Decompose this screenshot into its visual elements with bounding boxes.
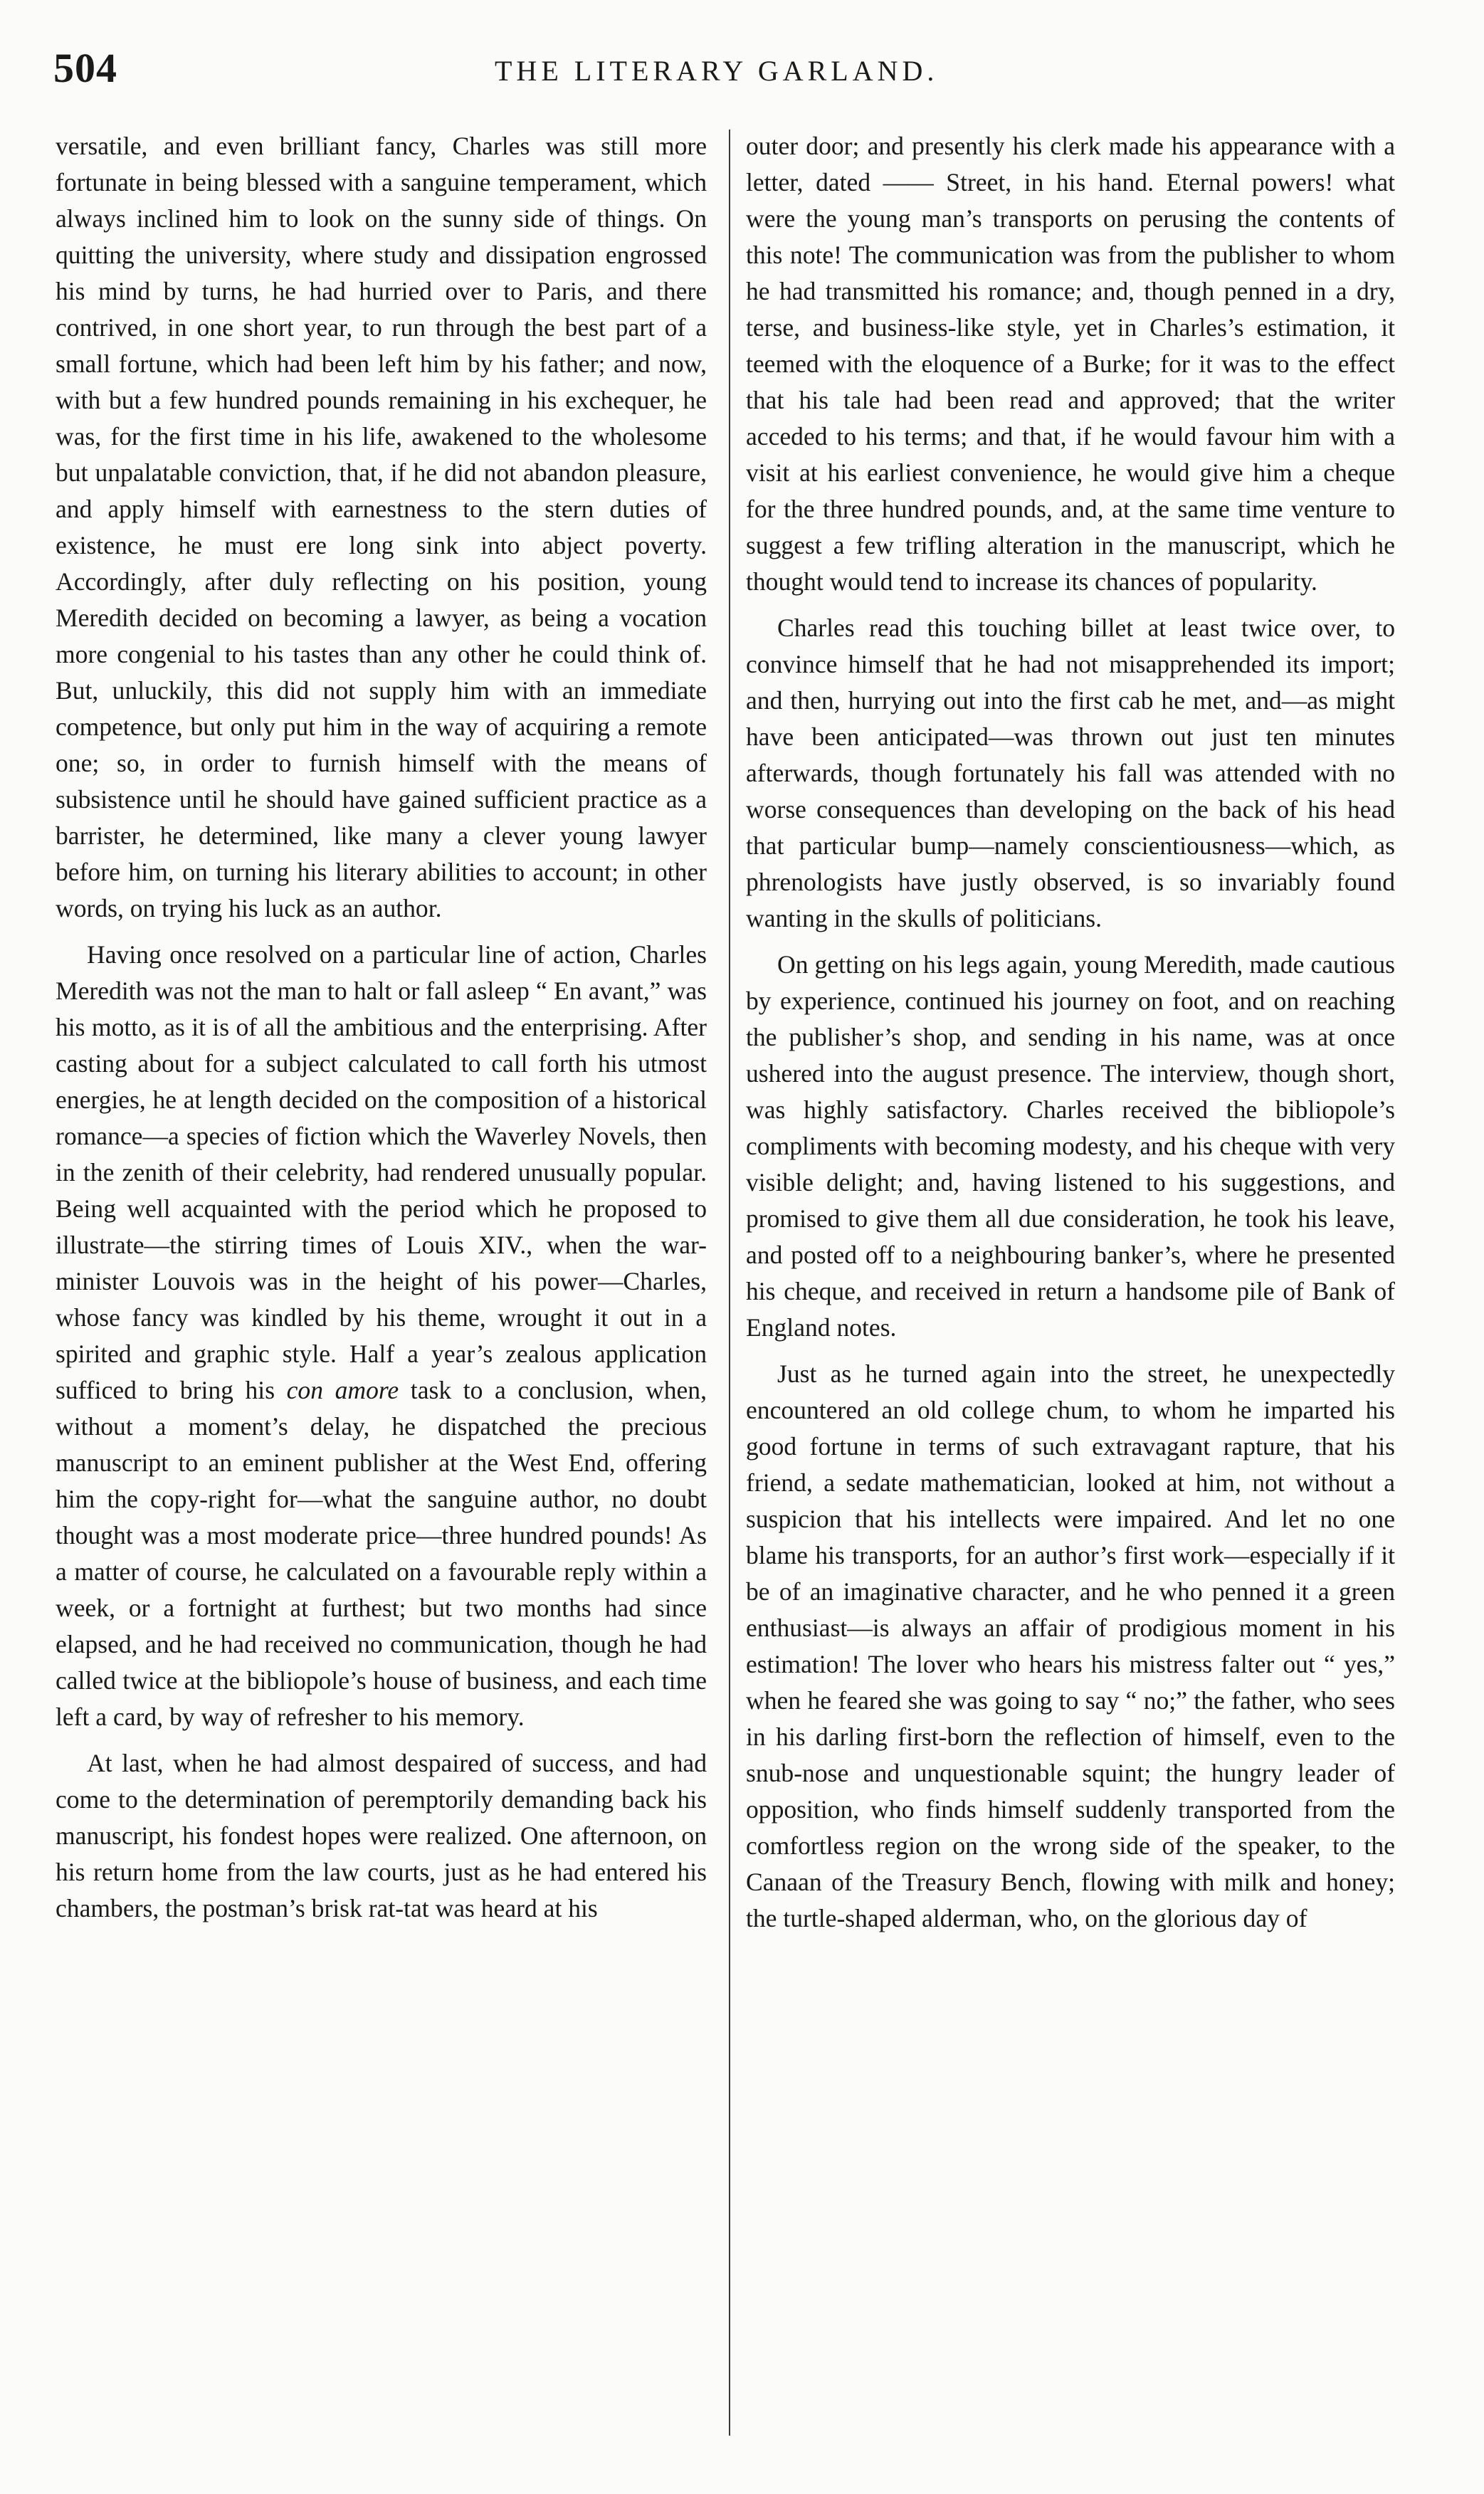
right-paragraph-3: On getting on his legs again, young Meredith, made cautious by experience, continued his journey on foot, and on reaching the publisher’s shop, and sending in his name, was at once ushered into the august presence. The interview, though short, was highly satisfactory. Charles received the bibliopole’s compliments with becoming modesty, and his cheque with very visible delight; and, having listened to his suggestions, and promised to give them all due consideration, he took his leave, and posted off to a neighbouring banker’s, where he presented his cheque, and received in return a handsome pile of Bank of England notes. (746, 950, 1395, 1342)
page-number: 504 (53, 45, 117, 91)
column-divider (729, 130, 730, 2436)
left-column (56, 128, 707, 2434)
right-paragraph-2: Charles read this touching billet at least twice over, to convince himself that he had not misapprehended its import; and then, hurrying out into the first cab he met, and—as might have been anticipated—was thrown out just ten minutes afterwards, though fortunately his fall was attended with no worse consequences than developing on the back of his head that particular bump—namely conscientiousness—which, as phrenologists have justly observed, is so invariably found wanting in the skulls of politicians. (746, 614, 1395, 932)
left-paragraph-3: At last, when he had almost despaired of success, and had come to the determination of peremptorily demanding back his manuscript, his fondest hopes were realized. One afternoon, on his return home from the law courts, just as he had entered his chambers, the postman’s brisk rat-tat was heard at his (56, 1749, 707, 1922)
italic-phrase: con amore (286, 1376, 399, 1404)
left-paragraph-2-part-a: Having once resolved on a particular line of action, Charles Meredith was not the man to halt or fall asleep “ En avant,” was his motto, as it is of all the ambitious and the enterprising. After casting about for a subject calculated to call forth his utmost energies, he at length decided on the composition of a historical romance—a species of fiction which the Waverley Novels, then in the zenith of their celebrity, had rendered unusually popular. Being well acquainted with the period which he proposed to illustrate—the stirring times of Louis XIV., when the war-minister Louvois was in the height of his power—Charles, whose fancy was kindled by his theme, wrought it out in a spirited and graphic style. Half a year’s zealous application sufficed to bring his (56, 940, 707, 1404)
right-paragraph-4: Just as he turned again into the street, he unexpectedly encountered an old college chum, to whom he imparted his good fortune in terms of such extravagant rapture, that his friend, a sedate mathematician, looked at him, not without a suspicion that his intellects were impaired. And let no one blame his transports, for an author’s first work—especially if it be of an imaginative character, and he who penned it a green enthusiast—is always an affair of prodigious moment in his estimation! The lover who hears his mistress falter out “ yes,” when he feared she was going to say “ no;” the father, who sees in his darling first-born the reflection of himself, even to the snub-nose and unquestionable squint; the hungry leader of opposition, who finds himself suddenly transported from the comfortless region on the wrong side of the speaker, to the Canaan of the Treasury Bench, flowing with milk and honey; the turtle-shaped alderman, who, on the glorious day of (746, 1359, 1395, 1932)
right-column (746, 128, 1395, 2434)
left-paragraph-1: versatile, and even brilliant fancy, Charles was still more fortunate in being blessed with a sanguine temperament, which always inclined him to look on the sunny side of things. On quitting the university, where study and dissipation engrossed his mind by turns, he had hurried over to Paris, and there contrived, in one short year, to run through the best part of a small fortune, which had been left him by his father; and now, with but a few hundred pounds remaining in his exchequer, he was, for the first time in his life, awakened to the wholesome but unpalatable conviction, that, if he did not abandon pleasure, and apply himself with earnestness to the stern duties of existence, he must ere long sink into abject poverty. Accordingly, after duly reflecting on his position, young Meredith decided on becoming a lawyer, as being a vocation more congenial to his tastes than any other he could think of. But, unluckily, this did not supply him with an immediate competence, but only put him in the way of acquiring a remote one; so, in order to furnish himself with the means of subsistence until he should have gained sufficient practice as a barrister, he determined, like many a clever young lawyer before him, on turning his literary abilities to account; in other words, on trying his luck as an author. (56, 132, 707, 922)
left-paragraph-2 (56, 937, 707, 1735)
running-title: THE LITERARY GARLAND. (495, 55, 939, 87)
left-paragraph-2-part-b: task to a conclusion, when, without a moment’s delay, he dispatched the precious manuscript to an eminent publisher at the West End, offering him the copy-right for—what the sanguine author, no doubt thought was a most moderate price—three hundred pounds! As a matter of course, he calculated on a favourable reply within a week, or a fortnight at furthest; but two months had since elapsed, and he had received no communication, though he had called twice at the bibliopole’s house of business, and each time left a card, by way of refresher to his memory. (56, 1376, 707, 1731)
right-paragraph-1: outer door; and presently his clerk made his appearance with a letter, dated —— Street, in his hand. Eternal powers! what were the young man’s transports on perusing the contents of this note! The communication was from the publisher to whom he had transmitted his romance; and, though penned in a dry, terse, and business-like style, yet in Charles’s estimation, it teemed with the eloquence of a Burke; for it was to the effect that his tale had been read and approved; that the writer acceded to his terms; and that, if he would favour him with a visit at his earliest convenience, he would give him a cheque for the three hundred pounds, and, at the same time venture to suggest a few trifling alteration in the manuscript, which he thought would tend to increase its chances of popularity. (746, 132, 1395, 596)
page-header (53, 44, 1384, 108)
